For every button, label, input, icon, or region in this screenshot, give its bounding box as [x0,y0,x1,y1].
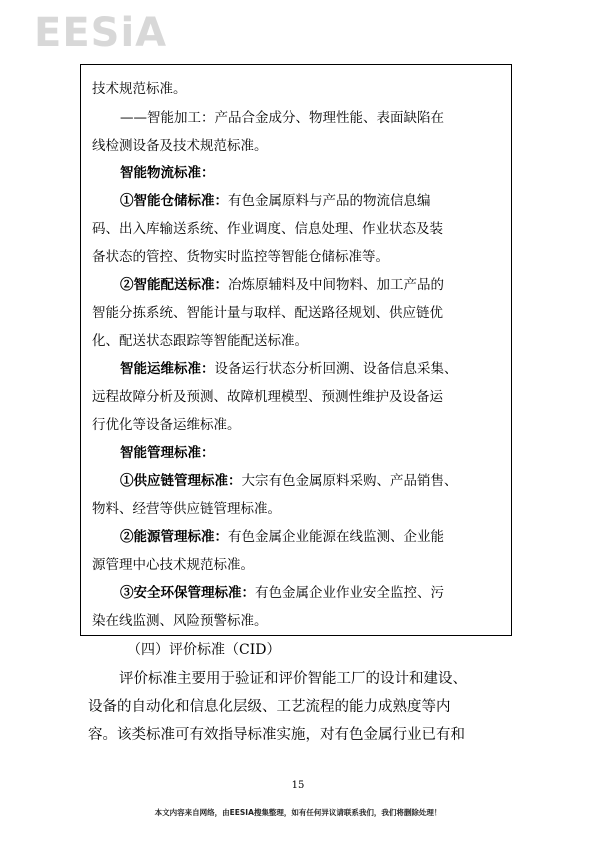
item-heading: ②能源管理标准： [120,529,228,545]
box-line: 备状态的管控、货物实时监控等智能仓储标准等。 [92,249,389,265]
box-line: 行优化等设备运维标准。 [92,417,241,433]
box-line [120,360,458,378]
box-line: 技术规范标准。 [92,81,187,97]
box-line: 远程故障分析及预测、故障机理模型、预测性维护及设备运 [92,389,443,405]
section-title: （四）评价标准（CID） [127,642,281,658]
section-heading: 智能管理标准： [120,445,215,461]
box-line: 线检测设备及技术规范标准。 [92,138,268,154]
item-text: 设备运行状态分析回溯、设备信息采集、 [214,361,458,377]
section-heading: 智能运维标准： [120,361,215,377]
box-line: 化、配送状态跟踪等智能配送标准。 [92,333,308,349]
box-line: 染在线监测、风险预警标准。 [92,613,268,629]
box-line: 源管理中心技术规范标准。 [92,557,254,573]
box-line [120,584,444,602]
footer-notice: 本文内容来自网络，由EESIA搜集整理，如有任何异议请联系我们，我们将删除处理！ [154,808,442,817]
item-text: 大宗有色金属原料采购、产品销售、 [241,473,458,489]
paragraph-line: 设备的自动化和信息化层级、工艺流程的能力成熟度等内 [88,699,451,715]
box-line: ——智能加工：产品合金成分、物理性能、表面缺陷在 [120,110,444,126]
item-heading: ②智能配送标准： [120,277,228,293]
box-line: 物料、经营等供应链管理标准。 [92,501,281,517]
box-line: 码、出入库输送系统、作业调度、信息处理、作业状态及装 [92,221,443,237]
box-line: 智能分拣系统、智能计量与取样、配送路径规划、供应链优 [92,305,443,321]
item-heading: ①智能仓储标准： [120,193,228,209]
box-line [120,276,444,294]
item-text: 有色金属企业能源在线监测、企业能 [228,529,444,545]
item-heading: ①供应链管理标准： [120,473,242,489]
item-text: 有色金属企业作业安全监控、污 [255,585,444,601]
box-line [120,472,458,490]
paragraph-line: 容。该类标准可有效指导标准实施，对有色金属行业已有和 [88,727,465,743]
section-heading: 智能物流标准： [120,165,215,181]
paragraph-line: 评价标准主要用于验证和评价智能工厂的设计和建设、 [119,671,467,687]
item-text: 有色金属原料与产品的物流信息编 [228,193,431,209]
box-line [120,192,431,210]
eesia-logo: EESiA [34,10,168,56]
box-line [120,528,444,546]
page-number: 15 [291,780,305,791]
item-text: 冶炼原辅料及中间物料、加工产品的 [228,277,444,293]
item-heading: ③安全环保管理标准： [120,585,255,601]
